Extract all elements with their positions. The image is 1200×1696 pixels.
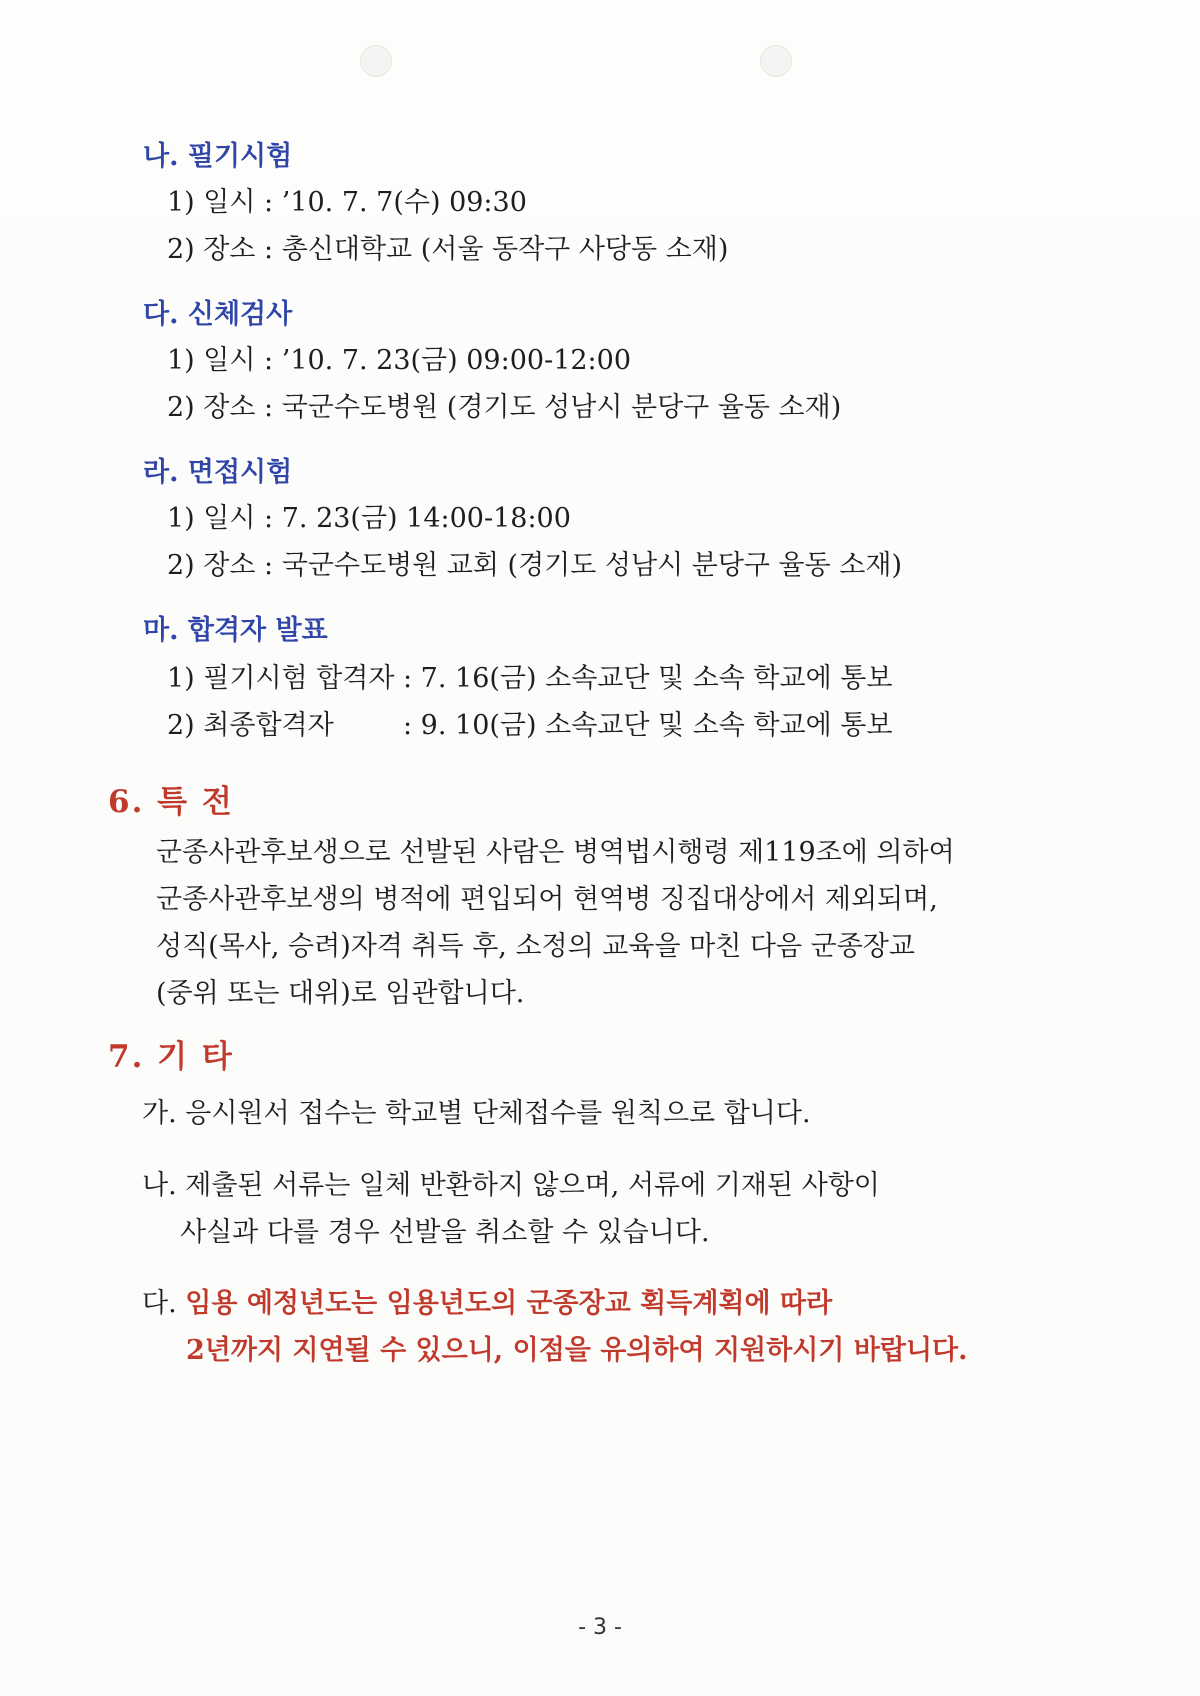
others-item-na-line-1: 나. 제출된 서류는 일체 반환하지 않으며, 서류에 기재된 사항이 <box>142 1170 880 1201</box>
results-written-value: : 7. 16(금) 소속교단 및 소속 학교에 통보 <box>403 663 893 694</box>
results-written-label: 1) 필기시험 합격자 <box>167 663 395 694</box>
others-item-da-line-1 <box>142 1287 832 1321</box>
results-final <box>167 709 892 743</box>
results-title: 마. 합격자 발표 <box>143 615 328 646</box>
results-final-value: : 9. 10(금) 소속교단 및 소속 학교에 통보 <box>403 710 893 741</box>
written-exam-title: 나. 필기시험 <box>143 141 293 172</box>
results-final-label: 2) 최종합격자 <box>167 710 334 741</box>
benefits-title: 6. 특 전 <box>108 784 234 820</box>
physical-exam-date: 1) 일시 : ’10. 7. 23(금) 09:00-12:00 <box>167 345 631 376</box>
benefits-line-3: 성직(목사, 승려)자격 취득 후, 소정의 교육을 마친 다음 군종장교 <box>156 931 915 962</box>
written-exam-place: 2) 장소 : 총신대학교 (서울 동작구 사당동 소재) <box>167 234 729 265</box>
others-item-da-text-1: 임용 예정년도는 임용년도의 군종장교 획득계획에 따라 <box>185 1288 833 1319</box>
interview-place: 2) 장소 : 국군수도병원 교회 (경기도 성남시 분당구 율동 소재) <box>167 550 903 581</box>
punch-hole-left <box>360 45 392 77</box>
benefits-line-2: 군종사관후보생의 병적에 편입되어 현역병 징집대상에서 제외되며, <box>156 884 938 915</box>
interview-date: 1) 일시 : 7. 23(금) 14:00-18:00 <box>167 503 571 534</box>
others-item-da-line-2: 2년까지 지연될 수 있으니, 이점을 유의하여 지원하시기 바랍니다. <box>186 1335 968 1366</box>
others-item-ga: 가. 응시원서 접수는 학교별 단체접수를 원칙으로 합니다. <box>142 1098 811 1129</box>
others-title: 7. 기 타 <box>108 1039 234 1075</box>
benefits-line-4: (중위 또는 대위)로 임관합니다. <box>156 978 525 1009</box>
page-number: - 3 - <box>578 1615 622 1640</box>
benefits-line-1: 군종사관후보생으로 선발된 사람은 병역법시행령 제119조에 의하여 <box>156 837 955 868</box>
physical-exam-title: 다. 신체검사 <box>143 299 293 330</box>
physical-exam-place: 2) 장소 : 국군수도병원 (경기도 성남시 분당구 율동 소재) <box>167 392 842 423</box>
written-exam-date: 1) 일시 : ’10. 7. 7(수) 09:30 <box>167 187 527 218</box>
interview-title: 라. 면접시험 <box>143 457 293 488</box>
others-item-da-prefix: 다. <box>142 1288 177 1319</box>
others-item-na-line-2: 사실과 다를 경우 선발을 취소할 수 있습니다. <box>180 1217 710 1248</box>
punch-hole-right <box>760 45 792 77</box>
results-written <box>167 662 892 696</box>
